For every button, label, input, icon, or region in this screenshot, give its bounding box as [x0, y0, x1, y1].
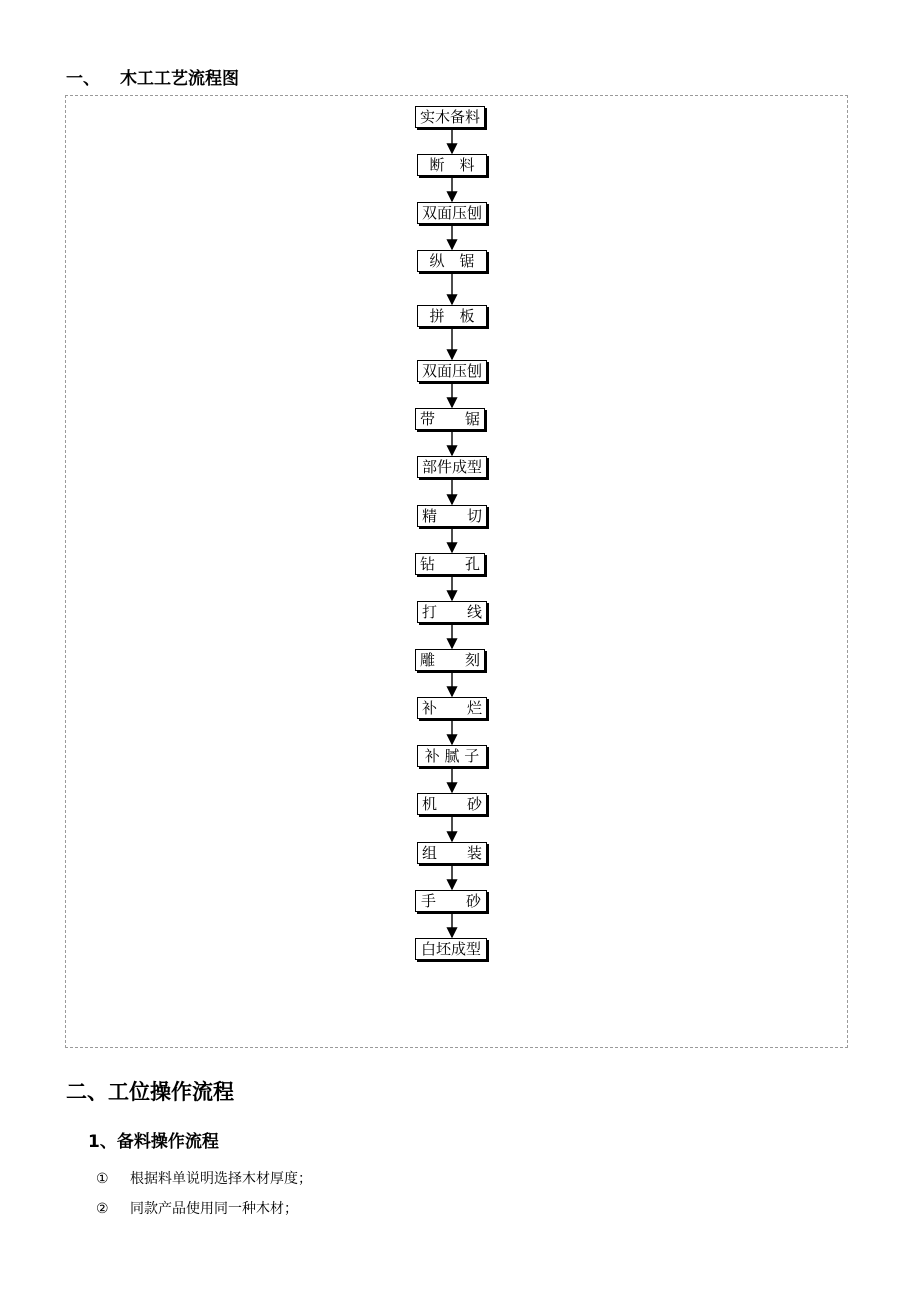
flow-step: 拼 板 [417, 305, 487, 327]
flow-step: 断 料 [417, 154, 487, 176]
section-title: 木工工艺流程图 [120, 69, 239, 89]
section-number: 一、 [66, 69, 100, 89]
item-text: 同款产品使用同一种木材； [130, 1201, 298, 1217]
flow-step: 带 锯 [415, 408, 485, 430]
flow-step: 部件成型 [417, 456, 487, 478]
flow-step: 双面压刨 [417, 360, 487, 382]
flow-step: 钻 孔 [415, 553, 485, 575]
flow-step: 双面压刨 [417, 202, 487, 224]
item-mark: ② [96, 1201, 109, 1217]
flow-step: 打 线 [417, 601, 487, 623]
subsection-heading: 1、备料操作流程 [88, 1132, 219, 1152]
item-text: 根据料单说明选择木材厚度； [130, 1171, 312, 1187]
list-item [96, 1198, 298, 1218]
flow-step: 实木备料 [415, 106, 485, 128]
flow-step: 补 腻 子 [417, 745, 487, 767]
flow-step: 补 烂 [417, 697, 487, 719]
flow-step: 精 切 [417, 505, 487, 527]
section2-heading: 二、工位操作流程 [66, 1080, 234, 1104]
item-mark: ① [96, 1171, 109, 1187]
flow-step: 纵 锯 [417, 250, 487, 272]
flow-step: 雕 刻 [415, 649, 485, 671]
flow-step: 机 砂 [417, 793, 487, 815]
flow-step: 手 砂 [415, 890, 487, 912]
flow-step: 白坯成型 [415, 938, 487, 960]
list-item [96, 1168, 312, 1188]
flow-step: 组 装 [417, 842, 487, 864]
